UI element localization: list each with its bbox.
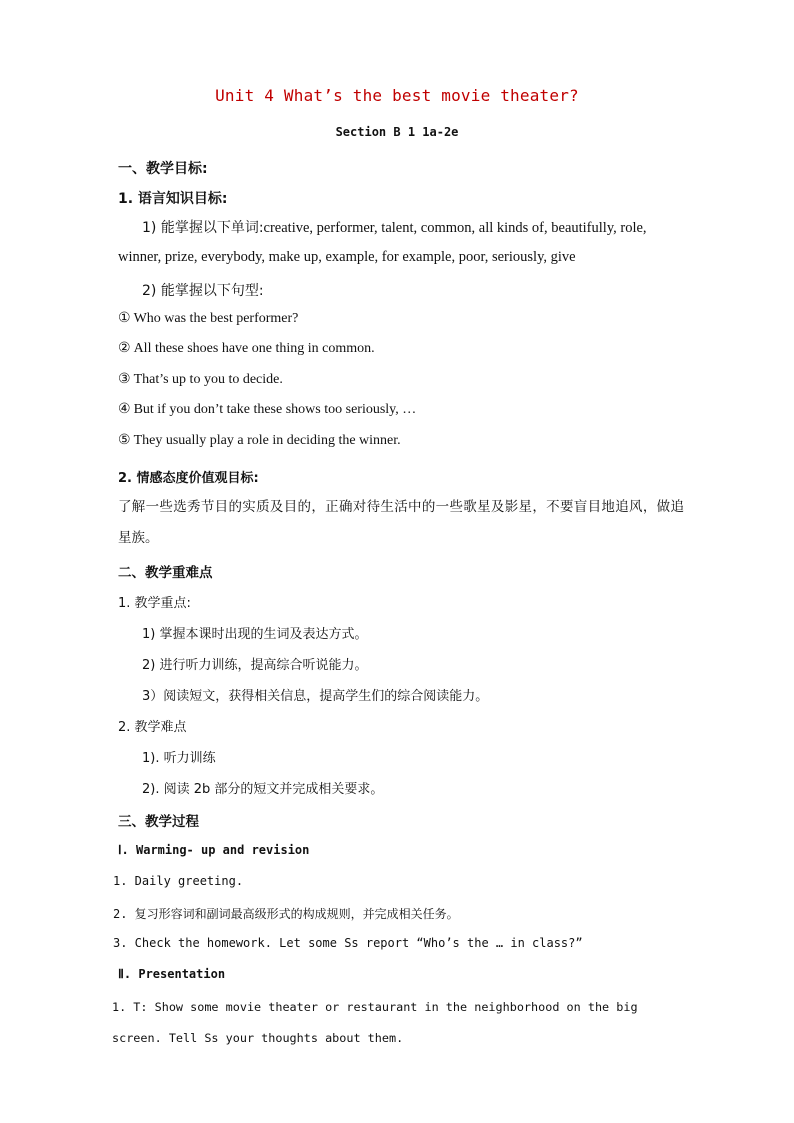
sentence-text: All these shoes have one thing in common. <box>133 341 375 356</box>
section-1-heading: 一、教学目标: <box>118 161 208 177</box>
sentence-item <box>118 371 283 388</box>
document-title: Unit 4 What’s the best movie theater? <box>215 86 579 105</box>
sentence-marker: ④ <box>118 402 131 417</box>
section-1-2-heading: 2. 情感态度价值观目标: <box>118 471 259 486</box>
vocab-intro: 1) 能掌握以下单词: <box>142 220 264 236</box>
section-1-1-heading: 1. 语言知识目标: <box>118 191 228 207</box>
section-3-heading: 三、教学过程 <box>118 814 199 830</box>
section-2-heading: 二、教学重难点 <box>118 565 213 581</box>
key-point-item: 3）阅读短文，获得相关信息，提高学生们的综合阅读能力。 <box>142 689 489 704</box>
sentence-item <box>118 340 375 357</box>
sentence-item <box>118 401 416 418</box>
sentence-marker: ① <box>118 311 131 326</box>
key-point-item: 1) 掌握本课时出现的生词及表达方式。 <box>142 627 368 642</box>
step-2-text: 1. T: Show some movie theater or restaurant in the neighborhood on the big screen. Tell Ss your thoughts about them. <box>112 1000 638 1045</box>
sentence-marker: ② <box>118 341 131 356</box>
step-1-item: 2. 复习形容词和副词最高级形式的构成规则，并完成相关任务。 <box>113 907 459 921</box>
difficult-points-heading: 2. 教学难点 <box>118 720 187 735</box>
step-1-heading: Ⅰ. Warming- up and revision <box>118 843 310 857</box>
step-2-heading: Ⅱ. Presentation <box>118 967 226 981</box>
attitude-goal-text: 了解一些选秀节目的实质及目的，正确对待生活中的一些歌星及影星，不要盲目地追风，做追星族。 <box>118 499 684 546</box>
sentence-text: That’s up to you to decide. <box>133 372 283 387</box>
difficult-point-item: 1). 听力训练 <box>142 751 216 766</box>
difficult-point-item: 2). 阅读 2b 部分的短文并完成相关要求。 <box>142 782 384 797</box>
sentences-intro: 2) 能掌握以下句型: <box>142 283 264 299</box>
sentence-text: They usually play a role in deciding the winner. <box>133 433 401 448</box>
step-1-item: 3. Check the homework. Let some Ss report “Who’s the … in class?” <box>113 936 583 950</box>
vocab-paragraph <box>118 214 678 272</box>
sentence-marker: ⑤ <box>118 433 131 448</box>
vocab-list: creative, performer, talent, common, all kinds of, beautifully, role, winner, prize, everybody, make up, example, for example, poor, seriously, give <box>118 220 647 265</box>
key-points-heading: 1. 教学重点: <box>118 596 191 611</box>
sentence-marker: ③ <box>118 372 131 387</box>
sentence-item <box>118 432 401 449</box>
sentence-text: But if you don’t take these shows too seriously, … <box>133 402 417 417</box>
sentence-item <box>118 310 298 327</box>
key-point-item: 2) 进行听力训练，提高综合听说能力。 <box>142 658 368 673</box>
step-1-item: 1. Daily greeting. <box>113 874 244 888</box>
sentence-text: Who was the best performer? <box>133 311 299 326</box>
document-subtitle: Section B 1 1a-2e <box>335 125 459 139</box>
